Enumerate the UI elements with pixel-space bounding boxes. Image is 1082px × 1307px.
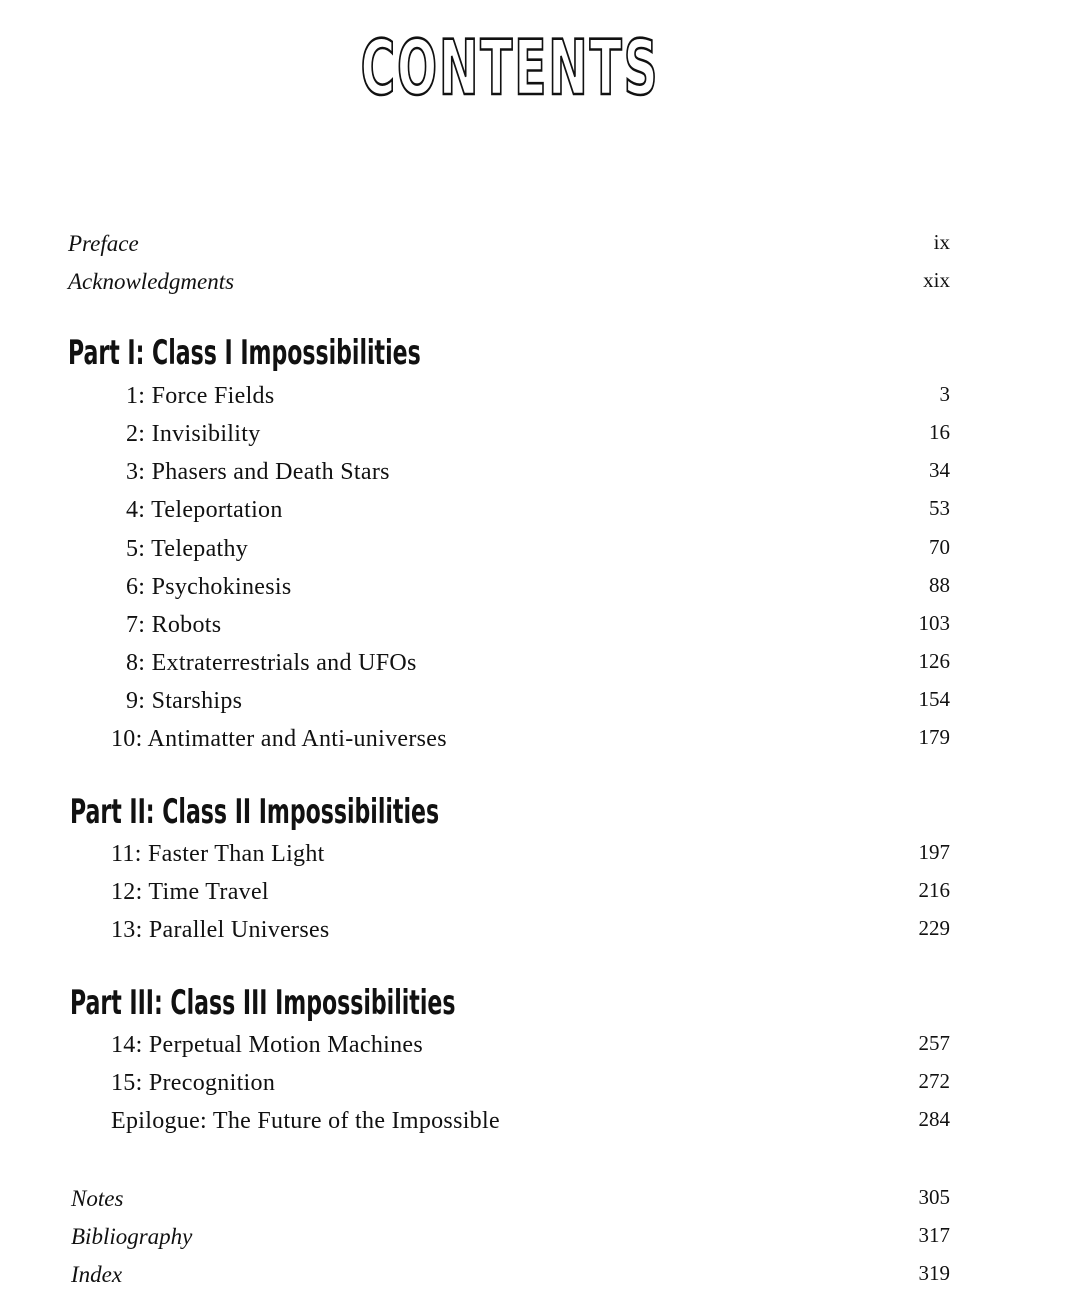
toc-entry-label: Acknowledgments [68,269,235,294]
toc-entry-label: 8: Extraterrestrials and UFOs [126,650,417,676]
toc-entry-label: 14: Perpetual Motion Machines [111,1032,423,1058]
toc-entry-chapter-2[interactable] [0,419,1082,457]
toc-entry-bibliography[interactable] [0,1222,1082,1260]
toc-entry-label: Epilogue: The Future of the Impossible [111,1108,500,1134]
toc-entry-page: 319 [918,1261,950,1285]
toc-entry-page: 16 [929,420,950,444]
toc-entry-chapter-11[interactable] [0,839,1082,877]
toc-entry-label: 7: Robots [126,612,222,638]
toc-entry-page: 317 [918,1223,950,1247]
toc-entry-page: 70 [929,535,950,559]
toc-entry-page: ix [933,230,950,254]
toc-entry-notes[interactable] [0,1184,1082,1222]
toc-entry-acknowledgments[interactable] [0,267,1082,305]
toc-entry-chapter-7[interactable] [0,610,1082,648]
toc-entry-label: 5: Telepathy [126,536,249,562]
toc-entry-page: 3 [939,382,950,406]
toc-entry-label: 11: Faster Than Light [111,841,325,867]
toc-entry-label: Notes [71,1186,124,1211]
page-title: CONTENTS [360,23,660,112]
part-heading-3: Part III: Class III Impossibilities [70,983,456,1023]
toc-entry-label: 10: Antimatter and Anti-universes [111,726,447,752]
toc-entry-label: 3: Phasers and Death Stars [126,459,390,485]
toc-entry-label: 13: Parallel Universes [111,917,330,943]
part-heading-2: Part II: Class II Impossibilities [70,792,440,832]
toc-entry-page: 216 [918,878,950,902]
toc-entry-page: 197 [918,840,950,864]
toc-entry-page: 126 [918,649,950,673]
toc-entry-label: 2: Invisibility [126,421,261,447]
toc-entry-label: Bibliography [71,1224,193,1249]
toc-entry-page: 272 [918,1069,950,1093]
toc-entry-chapter-10[interactable] [0,724,1082,762]
toc-entry-page: 154 [918,687,950,711]
toc-entry-label: 12: Time Travel [111,879,269,905]
toc-entry-page: 103 [918,611,950,635]
toc-entry-chapter-5[interactable] [0,534,1082,572]
toc-entry-label: 4: Teleportation [126,497,283,523]
toc-entry-chapter-14[interactable] [0,1030,1082,1068]
toc-entry-chapter-4[interactable] [0,495,1082,533]
toc-entry-chapter-6[interactable] [0,572,1082,610]
toc-entry-preface[interactable] [0,229,1082,267]
part-heading-1: Part I: Class I Impossibilities [68,333,421,373]
toc-entry-label: 6: Psychokinesis [126,574,292,600]
toc-entry-page: 229 [918,916,950,940]
toc-entry-label: 1: Force Fields [126,383,275,409]
toc-entry-page: 305 [918,1185,950,1209]
toc-entry-page: 53 [929,496,950,520]
toc-entry-label: 9: Starships [126,688,243,714]
toc-entry-label: Index [71,1262,123,1287]
toc-entry-chapter-1[interactable] [0,381,1082,419]
toc-entry-epilogue[interactable] [0,1106,1082,1144]
toc-entry-page: 88 [929,573,950,597]
toc-entry-label: 15: Precognition [111,1070,276,1096]
toc-entry-page: 257 [918,1031,950,1055]
toc-entry-chapter-15[interactable] [0,1068,1082,1106]
toc-entry-chapter-8[interactable] [0,648,1082,686]
toc-entry-chapter-13[interactable] [0,915,1082,953]
toc-entry-page: 34 [929,458,950,482]
toc-entry-label: Preface [68,231,139,256]
toc-entry-chapter-9[interactable] [0,686,1082,724]
toc-entry-page: 179 [918,725,950,749]
toc-entry-index[interactable] [0,1260,1082,1298]
toc-entry-page: xix [923,268,950,292]
toc-entry-chapter-3[interactable] [0,457,1082,495]
toc-entry-page: 284 [918,1107,950,1131]
toc-entry-chapter-12[interactable] [0,877,1082,915]
